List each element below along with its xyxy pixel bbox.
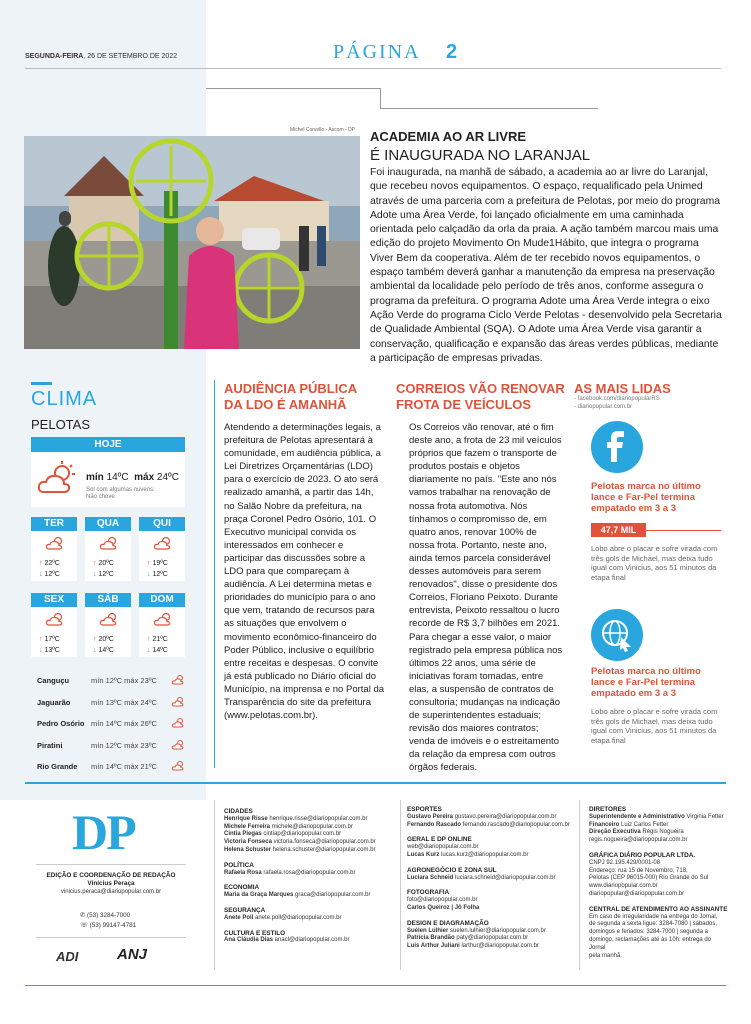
footer-contact-line: Em caso de irregularidade na entrega do Jornal,: [589, 913, 718, 920]
partly-cloudy-icon: [171, 760, 185, 773]
dp-logo: DP: [72, 804, 135, 860]
footer-bottom-rule: [25, 985, 726, 986]
arrow-up-icon: ↑: [39, 636, 43, 643]
footer-col-company: [589, 806, 729, 960]
badge-rule: [646, 530, 721, 531]
footer-contact-line: Helena Schuster helena.schuster@diariopopular.com.br: [224, 846, 376, 853]
footer-section-heading: GERAL E DP ONLINE: [407, 836, 472, 844]
footer-contact-line: domingo, reclamações até às 10h: entrega do Jornal: [589, 936, 712, 951]
footer-contact-line: CNPJ 92.195.429/0001-08: [589, 859, 661, 866]
city-name: Canguçu: [37, 676, 70, 685]
forecast-max: ↑ 20ºC: [93, 560, 114, 567]
forecast-min: ↓ 12ºC: [39, 571, 60, 578]
footer-contact-line: pela manhã.: [589, 952, 623, 959]
divider: [214, 800, 215, 970]
footer-col-newsroom: [224, 808, 394, 945]
forecast-day: [31, 531, 77, 581]
footer-section-heading: CIDADES: [224, 808, 253, 815]
footer-section-heading: DIRETORES: [589, 806, 627, 813]
footer-contact-line: regis.nogueira@diariopopular.com.br: [589, 837, 688, 844]
footer-contact-line: Gustavo Pereira gustavo.pereira@diariopopular.com.br: [407, 813, 557, 820]
footer-contact-line: Michele Ferreira michele@diariopopular.com.br: [224, 823, 353, 830]
forecast-min: ↓ 12ºC: [93, 571, 114, 578]
footer-contact-line: Cintia Piegas cintiap@diariopopular.com.br: [224, 831, 342, 838]
footer-contact-line: Luis Arthur Juliani larthur@diariopopular.com.br: [407, 943, 539, 950]
footer-section-heading: DESIGN E DIAGRAMAÇÃO: [407, 919, 489, 927]
footer-section-heading: SEGURANÇA: [224, 906, 266, 914]
lead-title: ACADEMIA AO AR LIVRE: [370, 129, 526, 144]
forecast-min: ↓ 13ºC: [39, 647, 60, 654]
footer-contact-line: Carlos Queiroz | Jô Folha: [407, 904, 480, 911]
divider: [36, 864, 186, 865]
forecast-max: ↑ 22ºC: [39, 560, 60, 567]
partly-cloudy-icon: [171, 739, 185, 752]
forecast-day: [85, 607, 131, 657]
today-header: HOJE: [31, 437, 185, 452]
arrow-up-icon: ↑: [147, 636, 151, 643]
forecast-day: [139, 531, 185, 581]
city-name: Jaguarão: [37, 697, 71, 707]
arrow-down-icon: ↓: [147, 647, 151, 654]
footer-contact-line: de segunda a sexta ligue: 3284-7080 | sábados,: [589, 921, 717, 928]
city-minmax: mín 13ºC máx 24ºC: [91, 697, 157, 707]
forecast-min: ↓ 14ºC: [93, 647, 114, 654]
lead-subtitle: É INAUGURADA NO LARANJAL: [370, 147, 591, 164]
arrow-down-icon: ↓: [147, 571, 151, 578]
footer-contact-line: Financeiro Luiz Carlos Fetter: [589, 821, 669, 828]
globe-web-icon: [591, 609, 643, 661]
footer-section-heading: FOTOGRAFIA: [407, 889, 450, 897]
footer-contact-line: Maria da Graça Marques graca@diariopopular.com.br: [224, 892, 371, 899]
editor-heading: EDIÇÃO E COORDENAÇÃO DE REDAÇÃO: [46, 872, 176, 879]
footer-contact-line: diariopopular@diariopopular.com.br: [589, 890, 685, 897]
city-forecast-row: [37, 698, 187, 714]
photo-credit: Michel Corvello - Ascom - DP: [290, 127, 356, 133]
partly-cloudy-icon: [99, 535, 119, 556]
forecast-day-label: SÁB: [85, 593, 131, 607]
arrow-down-icon: ↓: [39, 647, 43, 654]
phone-line: ✆ (53) 3284-7000: [80, 912, 131, 919]
forecast-day: [85, 531, 131, 581]
arrow-up-icon: ↑: [39, 560, 43, 567]
editor-email: vinicius.peraca@diariopopular.com.br: [60, 889, 162, 895]
lead-body: Foi inaugurada, na manhã de sábado, a academia ao ar livre do Laranjal, que recebeu novos equipamentos. O espaço, requalificado pela Unimed através de uma parceria com a prefeitura de Pelotas, por meio do programa Adote uma Área Verde, foi lançado oficialmente em uma caminhada orientada pelo calçadão da orla da praia. A ação também marcou mais uma edição do projeto Movimento On Mude1Hábito, que integra o programa Viver Bem da cooperativa. Além de ter recebido novos equipamentos, o espaço também deverá ganhar a manutenção da empresa na preservação ambiental da localidade pelo período de três anos, conforme assegura o programa da prefeitura. O programa Adote uma Área Verde integra o eixo Ação Verde do programa Ciclo Verde Pelotas - desenvolvido pela Secretaria de Qualidade Ambiental (SQA). O Adote uma Área Verde visa garantir a conservação, qualificação e expansão das áreas verdes públicas, mediante a participação de empresas privadas.: [370, 167, 722, 364]
page-number: 2: [446, 41, 458, 63]
partly-cloudy-icon: [45, 611, 65, 632]
today-description: Sol com algumas nuvens. Não chove: [86, 487, 155, 500]
footer-contact-line: Henrique Risse henrique.risse@diariopopular.com.br: [224, 815, 368, 822]
forecast-min: ↓ 14ºC: [147, 647, 168, 654]
audiencia-title: AUDIÊNCIA PÚBLICA DA LDO É AMANHÃ: [224, 381, 358, 412]
partly-cloudy-icon: [99, 611, 119, 632]
footer-contact-line: Patrícia Brandão paty@diariopopular.com.br: [407, 935, 529, 942]
city-name: Pedro Osório: [37, 719, 85, 728]
footer-contact-line: web@diariopopular.com.br: [407, 844, 479, 851]
partly-cloudy-icon: [36, 460, 78, 501]
forecast-max: ↑ 19ºC: [147, 560, 168, 567]
city-name: Rio Grande: [37, 762, 78, 771]
footer-contact-line: Fernando Rascado fernando.rascado@diariopopular.com.br: [407, 821, 570, 828]
footer-section-heading: AGRONEGÓCIO E ZONA SUL: [407, 866, 497, 874]
city-minmax: mín 14ºC máx 26ºC: [91, 719, 157, 728]
today-minmax: mín 14ºC máx 24ºC: [86, 472, 179, 483]
city-forecast-row: [37, 676, 187, 692]
views-badge: 47,7 MIL: [591, 523, 646, 537]
footer-contact-line: Pelotas (CEP 96015-000) Rio Grande do Sul: [589, 875, 709, 882]
footer-contact-line: Luciara Schneid luciara.schneid@diariopopular.com.br: [407, 874, 556, 881]
arrow-down-icon: ↓: [93, 571, 97, 578]
footer-contact-line: Anete Poll anete.poll@diariopopular.com.br: [224, 914, 342, 921]
footer-section-heading: CULTURA E ESTILO: [224, 929, 286, 937]
footer-contact-line: Endereço: rua 15 de Novembro, 718,: [589, 867, 688, 874]
editor-name: Vinícius Peraça: [87, 880, 135, 887]
footer-contact-line: www.diariopopular.com.br: [589, 883, 658, 890]
footer-section-heading: POLÍTICA: [224, 861, 254, 869]
facebook-icon: [591, 421, 643, 473]
today-panel: [31, 452, 185, 507]
city-name: Piratini: [37, 740, 63, 750]
partly-cloudy-icon: [171, 717, 185, 730]
correios-body: Os Correios vão renovar, até o fim deste ano, a frota de 23 mil veículos próprios que fazem o transporte de produtos postais e objetos diariamente no país. "Este ano nós vamos trabalhar na renovação de nossa frota automotiva. Nós tínhamos o compromisso de, em quatro anos, renovar 100% de nossa frota. Portanto, neste ano, ainda temos parcela considerável desses automóveis para serem renovados", disse o presidente dos Correios, Floriano Peixoto. Durante entrevista, Peixoto ressaltou o lucro recorde de R$ 3,7 bilhões em 2021. Para chegar a esse valor, o maior registrado pela empresa pública nos últimos 22 anos, uma série de iniciativas foram tomadas, entre elas, a suspensão de contratos de consultoria; mudanças na indicação de superintendentes estaduais; revisão dos maiores contratos; venda de imóveis e o estreitamento da relação da empresa com outros órgãos federais.: [409, 422, 563, 774]
footer-contact-line: Victoria Fonseca victoria.fonseca@diariopopular.com.br: [224, 839, 376, 846]
footer-section-heading: ECONOMIA: [224, 884, 260, 892]
clima-city: PELOTAS: [31, 417, 91, 432]
page-label: PÁGINA: [333, 41, 421, 63]
mais-lidas-item-title[interactable]: Pelotas marca no último lance e Far-Pel termina empatado em 3 a 3: [591, 481, 701, 514]
city-forecast-row: [37, 741, 187, 757]
divider: [36, 937, 186, 938]
mais-lidas-item-summary: Lobo abre o placar e sofre virada com três gols de Michael, mas deixa tudo igual com Vinicius, aos 51 minutos da etapa final: [591, 544, 718, 582]
mais-lidas-sources: - facebook.com/diariopopularRS - diariopopular.com.br: [574, 396, 660, 410]
audiencia-body: Atendendo a determinações legais, a prefeitura de Pelotas apresentará à comunidade, em audiência pública, a Lei Diretrizes Orçamentárias (LDO) para o exercício de 2023. O ato será realizado amanhã, a partir das 14h, no Salão Nobre da prefeitura, na praça Coronel Pedro Osório, 101. O Executivo municipal convida os interessados em conhecer e participar das discussões sobre a LDO para que compareçam à audiência. A Lei determina metas e prioridades do município para o ano que vem, tratando de recursos para as situações que envolvem o movimento econômico-financeiro do Poder Público, inclusive o equilíbrio entre receitas e despesas. O convite já está publicado no Diário oficial do Município, na imprensa e no Portal da Transparência do site da prefeitura (www.pelotas.com.br).: [224, 422, 385, 722]
forecast-day-label: SEX: [31, 593, 77, 607]
forecast-day-label: DOM: [139, 593, 185, 607]
footer-section-heading: ESPORTES: [407, 806, 442, 813]
arrow-up-icon: ↑: [93, 636, 97, 643]
city-minmax: mín 12ºC máx 23ºC: [91, 740, 157, 750]
arrow-down-icon: ↓: [93, 647, 97, 654]
footer-contact-line: Rafaela Rosa rafaela.rosa@diariopopular.com.br: [224, 869, 356, 876]
divider: [579, 800, 580, 970]
column-rule: [214, 380, 215, 768]
partly-cloudy-icon: [45, 535, 65, 556]
footer-col-sections: [407, 806, 575, 951]
divider: [380, 108, 598, 109]
anj-logo: ANJ: [117, 946, 148, 963]
forecast-day-label: QUA: [85, 517, 131, 531]
footer-contact-line: Lucas Kurz lucas.kurz@diariopopular.com.br: [407, 851, 529, 858]
partly-cloudy-icon: [153, 611, 173, 632]
footer-contact-line: domingos e feriados: 3284-7000 | segunda a: [589, 929, 708, 936]
footer-contact-line: Ana Cláudia Dias anacl@diariopopular.com.br: [224, 937, 350, 944]
footer-contact-line: Superintendente e Administrativo Virginia Fetter: [589, 813, 724, 820]
footer-contact-line: Direção Executiva Régis Nogueira: [589, 829, 684, 836]
city-forecast-row: [37, 762, 187, 778]
footer-section-heading: GRÁFICA DIÁRIO POPULAR LTDA.: [589, 851, 696, 859]
forecast-max: ↑ 21ºC: [147, 636, 168, 643]
forecast-max: ↑ 17ºC: [39, 636, 60, 643]
forecast-day: [139, 607, 185, 657]
lead-photo: [24, 136, 360, 349]
mais-lidas-item-summary: Lobo abre o placar e sofre virada com três gols de Michael, mas deixa tudo igual com Vinicius, aos 51 minutos da etapa final: [591, 707, 718, 745]
city-forecast-row: [37, 719, 187, 735]
forecast-day-label: TER: [31, 517, 77, 531]
partly-cloudy-icon: [171, 674, 185, 687]
arrow-up-icon: ↑: [93, 560, 97, 567]
arrow-up-icon: ↑: [147, 560, 151, 567]
forecast-min: ↓ 12ºC: [147, 571, 168, 578]
forecast-day-label: QUI: [139, 517, 185, 531]
whatsapp-line: ☏ (53) 99147-4781: [80, 922, 137, 929]
partly-cloudy-icon: [171, 696, 185, 709]
clima-accent: [31, 382, 52, 385]
header-date: SEGUNDA-FEIRA, 26 DE SETEMBRO DE 2022: [25, 53, 178, 60]
footer-rule: [25, 782, 726, 784]
phone-icon: ✆: [80, 912, 86, 919]
footer-contact-line: Suélen Lúlhier suelen.lulhier@diariopopular.com.br: [407, 927, 546, 934]
adi-logo: ADI: [56, 949, 79, 964]
mais-lidas-item-title[interactable]: Pelotas marca no último lance e Far-Pel termina empatado em 3 a 3: [591, 666, 701, 699]
divider: [400, 800, 401, 970]
divider: [380, 88, 381, 108]
clima-title: CLIMA: [31, 388, 98, 410]
mais-lidas-title: AS MAIS LIDAS: [574, 381, 671, 396]
divider: [206, 88, 380, 89]
forecast-day: [31, 607, 77, 657]
correios-title: CORREIOS VÃO RENOVAR FROTA DE VEÍCULOS: [396, 381, 565, 412]
partly-cloudy-icon: [153, 535, 173, 556]
whatsapp-icon: ☏: [80, 922, 88, 929]
header-rule: [25, 68, 721, 69]
footer-contact-line: foto@diariopopular.com.br: [407, 897, 478, 904]
footer-section-heading: CENTRAL DE ATENDIMENTO AO ASSINANTE: [589, 905, 728, 913]
city-minmax: mín 14ºC máx 21ºC: [91, 762, 157, 771]
arrow-down-icon: ↓: [39, 571, 43, 578]
city-minmax: mín 12ºC máx 23ºC: [91, 676, 157, 685]
forecast-max: ↑ 20ºC: [93, 636, 114, 643]
